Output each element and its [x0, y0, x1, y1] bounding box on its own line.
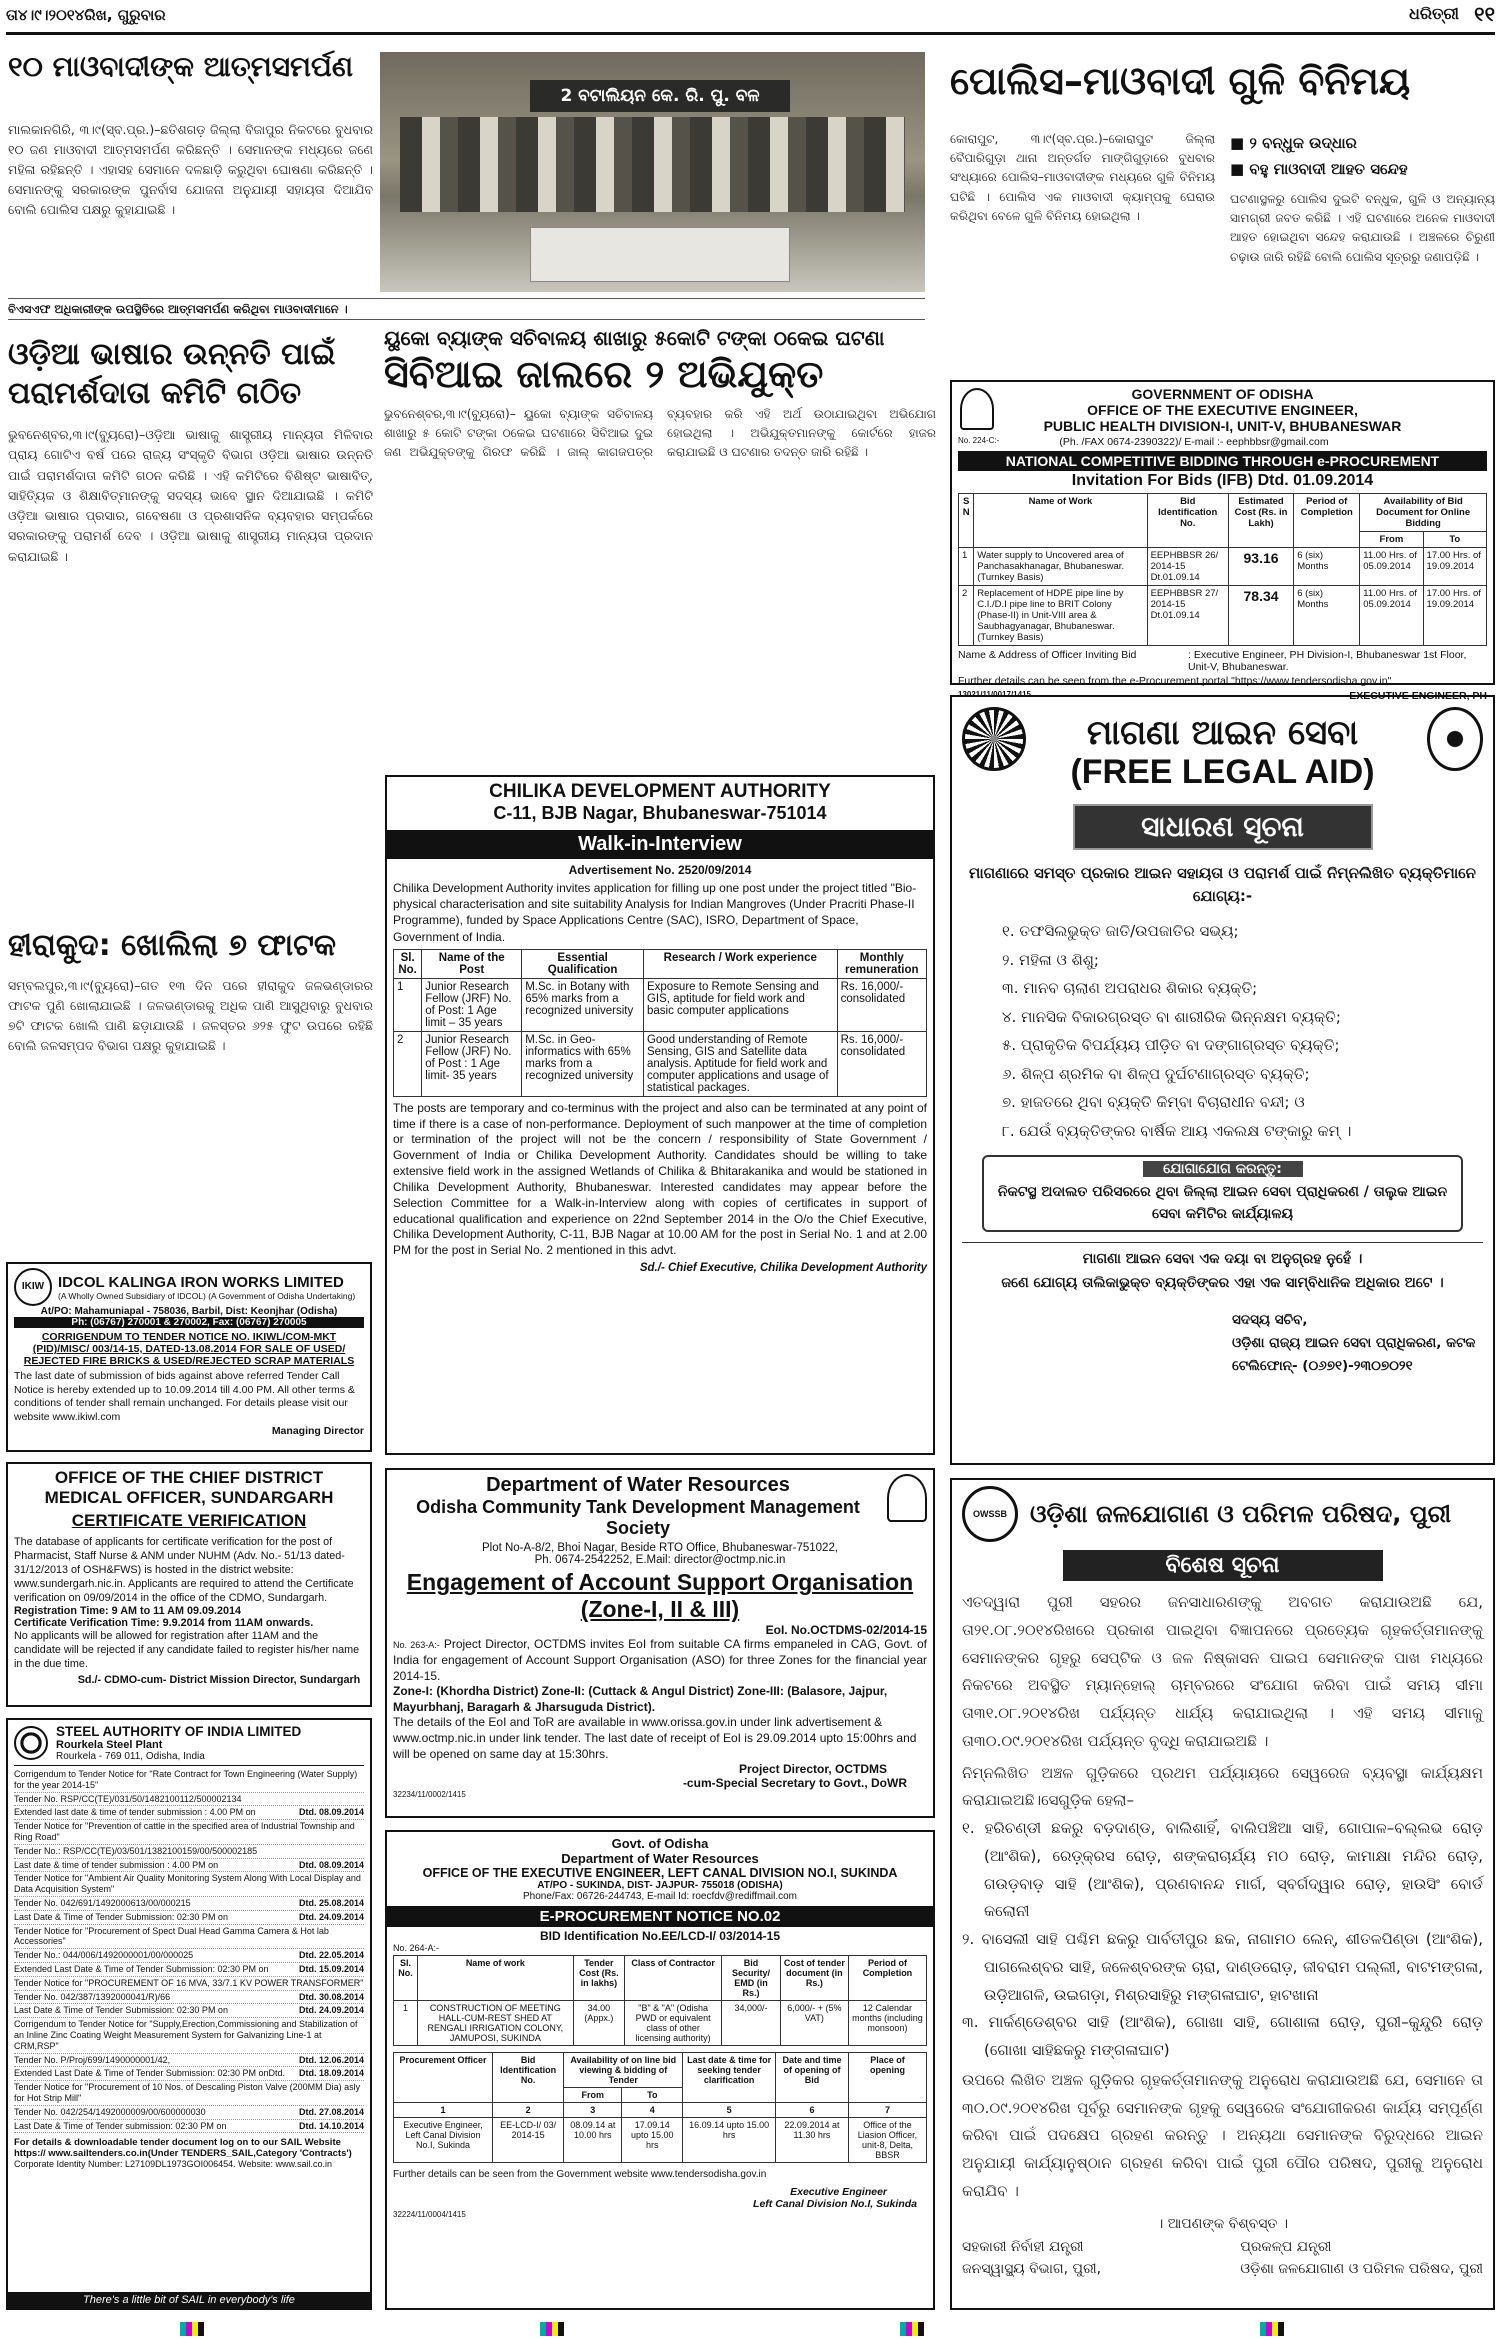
tender-list	[14, 1768, 364, 2133]
table-cell: Office of the Liasion Officer, unit-8, Delta, BBSR	[848, 2118, 926, 2163]
tender-row	[14, 1949, 364, 1963]
ad-sukinda	[385, 1830, 935, 2310]
column-number: 4	[622, 2103, 683, 2118]
ad-footer: For details & downloadable tender document log on to our SAIL Website https:// www.sailtenders.co.in(Under TENDERS_SAIL,Category 'Contracts')	[14, 2137, 352, 2160]
col-from: From	[564, 2088, 622, 2103]
ad-sign: Executive Engineer	[790, 2186, 887, 2198]
contact-label: ଯୋଗାଯୋଗ କରନ୍ତୁ:	[1143, 1161, 1303, 1177]
col-sn: S N	[959, 494, 974, 548]
col-bid-id: Bid Identification No.	[1147, 494, 1228, 548]
story-odia-committee	[8, 335, 373, 920]
column-number: 5	[683, 2103, 776, 2118]
ad-note: No applicants will be allowed for registration after 11AM and the candidate will be rejected if any candidate failed to register his/her name in the due time.	[14, 1629, 360, 1670]
list-item: ୫. ପ୍ରାକୃତିକ ବିପର୍ଯ୍ୟୟ ପୀଡ଼ିତ ବା ଦଙ୍ଗାଗ୍ରସ୍ତ ବ୍ୟକ୍ତି;	[1002, 1036, 1340, 1054]
tender-text: Tender No.: 044/006/1492000001/00/000025	[14, 1950, 194, 1961]
table-cell: M.Sc. in Geo-informatics with 65% marks from a recognized university	[522, 1031, 644, 1096]
notice-para2: ନିମ୍ନଲିଖିତ ଅଞ୍ଚଳ ଗୁଡ଼ିକରେ ପ୍ରଥମ ପର୍ଯ୍ୟାୟରେ ସେୱରେଜ ବ୍ୟବସ୍ଥା କାର୍ଯ୍ୟକ୍ଷମ କରାଯାଇଅଛି।ସେଗୁଡ଼ିକ ହେଲା–	[962, 1763, 1483, 1810]
list-item: ୬. ଶିଳ୍ପ ଶ୍ରମିକ ବା ଶିଳ୍ପ ଦୁର୍ଘଟଣାଗ୍ରସ୍ତ ବ୍ୟକ୍ତି;	[1002, 1064, 1310, 1083]
odisha-emblem-icon	[887, 1474, 927, 1522]
table-cell: Good understanding of Remote Sensing, GIS and Satellite data analysis. Aptitude for field work and computer applications and usage of statistical packages.	[643, 1031, 837, 1096]
ad-number: Advertisement No. 2520/09/2014	[568, 863, 752, 877]
ad-address: At/PO: Mahamuniapal - 758036, Barbil, Dist: Keonjhar (Odisha)	[40, 1306, 338, 1317]
tender-text: Last Date & Time of Tender Submission: 02:30 PM on	[14, 1911, 228, 1922]
ad-sign: Sd./- Chief Executive, Chilika Development Authority	[639, 1262, 927, 1275]
ad-phone: ଟେଲିଫୋନ୍- (୦୬୭୧)-୨୩୦୭୦୨୧	[1232, 1357, 1413, 1374]
table-header: Tender Cost (Rs. in lakhs)	[573, 1956, 625, 2001]
story-uco-bank	[384, 328, 936, 768]
schedule-table	[393, 2052, 927, 2163]
photo-caption: ବିଏସଏଫ ଅଧିକାରୀଙ୍କ ଉପସ୍ଥିତିରେ ଆତ୍ମସମର୍ପଣ କରିଥିବା ମାଓବାଦୀମାନେ ।	[8, 298, 925, 320]
table-cell: 6 (six) Months	[1294, 586, 1360, 646]
ad-corp: Corporate Identity Number: L27109DL1973GOI006454. Website: www.sail.co.in	[14, 2159, 333, 2170]
ad-sign: Sd./- CDMO-cum- District Mission Director, Sundargarh	[77, 1674, 361, 1687]
tender-date: Dtd. 08.09.2014	[298, 1859, 364, 1870]
ad-banner: Walk-in-Interview	[387, 830, 933, 859]
table-cell: 16.09.14 upto 15.00 hrs	[683, 2118, 776, 2163]
column-number: 7	[848, 2103, 926, 2118]
table-cell: Junior Research Fellow (JRF) No. of Post: 1 Age limit – 35 years	[422, 978, 522, 1031]
table-row	[394, 1031, 927, 1096]
table-header: Cost of tender document (in Rs.)	[780, 1956, 848, 2001]
contact-text: ନିକଟସ୍ଥ ଅଦାଲତ ପରିସରରେ ଥିବା ଜିଲ୍ଲା ଆଇନ ସେବା ପ୍ରାଧିକରଣ / ତାଲୁକ ଆଇନ ସେବା କମିଟିର କାର୍ଯ୍ୟାଳୟ	[997, 1184, 1448, 1223]
tender-text: Extended Last Date & Time of Tender Submission: 02:30 PM onDtd.	[14, 2068, 285, 2079]
legal-aid-logo	[962, 707, 1026, 771]
table-header: Class of Contractor	[625, 1956, 722, 2001]
table-header: Bid Security/ EMD (in Rs.)	[722, 1956, 781, 2001]
story-hirakud	[8, 930, 373, 1230]
tender-row	[14, 2018, 364, 2053]
ad-code: 13021/11/0017/1415	[958, 690, 1031, 699]
ad-text: The database of applicants for certificate verification for the post of Pharmacist, Staff Nurse & ANM under NUHM (Adv. No.- 51/13 dated-31/12/2013 of OSH&FWS) is hosted in the district website: www.sundergarh.nic.in. Applicants are required to attend the Certificate verification on 09/09/2014 in the office of the CDMO, Sundargarh.	[14, 1535, 354, 1604]
bullet-icon: ■	[1230, 134, 1250, 152]
table-row	[959, 586, 1487, 646]
column-number: 2	[493, 2103, 564, 2118]
table-cell: Executive Engineer, Left Canal Division No.I, Sukinda	[394, 2118, 493, 2163]
ad-banner: ବିଶେଷ ସୂଚନା	[1063, 1550, 1383, 1581]
ad-subtitle: Rourkela Steel Plant	[56, 1739, 163, 1751]
header-paper: ଧରିତ୍ରୀ	[1409, 4, 1459, 23]
ad-owssb	[950, 1478, 1495, 2310]
tender-row	[14, 1911, 364, 1925]
table-cell: 2	[959, 586, 974, 646]
tender-text: Tender No. 042/691/1492000613/00/000215	[14, 1897, 191, 1908]
ad-number: No. 263-A:-	[393, 1640, 440, 1651]
bid-table	[958, 493, 1487, 646]
table-cell: 1	[394, 2001, 418, 2046]
tender-text: Last date & time of tender submission : 4.00 PM on	[14, 1859, 219, 1870]
ad-code: 32224/11/0004/1415	[393, 2210, 466, 2219]
print-color-bar	[0, 2322, 1501, 2336]
zone-list: Zone-I: (Khordha District) Zone-II: (Cuttack & Angul District) Zone-III: (Balasore, Jajpur, Mayurbhanj, Baragarh & Jharsuguda District).	[393, 1684, 888, 1714]
tender-text: Tender No. RSP/CC(TE)/031/50/1482100112/500002134	[14, 1793, 242, 1804]
verification-time: Certificate Verification Time: 9.9.2014 from 11AM onwards.	[14, 1616, 314, 1629]
col-period: Period of Completion	[1294, 494, 1360, 548]
ad-title-en: (FREE LEGAL AID)	[1070, 753, 1375, 791]
ad-text: Project Director, OCTDMS invites EoI from suitable CA firms empaneled in CAG, Govt. of India for engagement of Account Support Organisation (ASO) for three Zones for the financial year 2014-15.	[393, 1637, 927, 1683]
table-cell: 93.16	[1228, 548, 1293, 586]
page-header	[6, 0, 1495, 30]
header-page: ୧୧	[1474, 2, 1495, 26]
news-photo	[380, 52, 925, 292]
table-cell: 34.00 (Appx.)	[573, 2001, 625, 2046]
tender-row	[14, 1806, 364, 1820]
table-header: Sl. No.	[394, 1956, 418, 2001]
col-from: From	[1360, 532, 1423, 548]
ad-line2: OFFICE OF THE EXECUTIVE ENGINEER,	[1087, 402, 1358, 418]
sail-logo	[14, 1726, 48, 1760]
story-body: ସମ୍ବଲପୁର,୩।୯(ବ୍ୟୁରୋ)–ଗତ ୧୩ ଦିନ ପରେ ହୀରାକୁଦ ଜଳଭଣ୍ଡାରର ଫାଟକ ପୁଣି ଖୋଲାଯାଇଛି । ଜଳଭଣ୍ଡାରକୁ ଅଧିକ ପାଣି ଆସୁଥିବାରୁ ବୁଧବାର ୭ଟି ଫାଟକ ଖୋଲି ପାଣି ଛଡ଼ାଯାଉଛି । ଜଳସ୍ତର ୬୨୫ ଫୁଟ ଉପରେ ରହିଛି ବୋଲି ଜଳସମ୍ପଦ ବିଭାଗ ପକ୍ଷରୁ କୁହାଯାଇଛି ।	[8, 977, 373, 1054]
tender-date: Dtd. 15.09.2014	[298, 1963, 364, 1974]
tender-date: Dtd. 27.08.2014	[298, 2106, 364, 2117]
table-header: Essential Qualification	[522, 949, 644, 978]
headline: ୧୦ ମାଓବାଦୀଙ୍କ ଆତ୍ମସମର୍ପଣ	[8, 50, 354, 83]
column-number: 6	[775, 2103, 848, 2118]
ad-subtitle: (A Wholly Owned Subsidiary of IDCOL) (A Government of Odisha Undertaking)	[58, 1290, 356, 1301]
story-surrender	[8, 40, 373, 320]
table-cell: 34,000/-	[722, 2001, 781, 2046]
headline: ଓଡ଼ିଆ ଭାଷାର ଉନ୍ନତି ପାଇଁ ପରାମର୍ଶଦାତା କମିଟି ଗଠିତ	[8, 337, 336, 411]
legal-line1: ମାଗଣା ଆଇନ ସେବା ଏକ ଦୟା ବା ଅନୁଗ୍ରହ ନୁହେଁ ।	[962, 1242, 1483, 1267]
bullet-text: ୨ ବନ୍ଧୁକ ଉଦ୍ଧାର	[1249, 134, 1357, 152]
tender-date: Dtd. 24.09.2014	[298, 1911, 364, 1922]
idcol-logo: IKIW	[14, 1268, 52, 1306]
list-item: ୮. ଯେଉଁ ବ୍ୟକ୍ତିଙ୍କର ବାର୍ଷିକ ଆୟ ଏକଲକ୍ଷ ଟଙ୍କାରୁ କମ୍ ।	[1002, 1121, 1352, 1140]
tender-row	[14, 1768, 364, 1793]
tender-row	[14, 1845, 364, 1859]
table-cell: Rs. 16,000/- consolidated	[837, 978, 926, 1031]
ad-number: No. 264-A:-	[393, 1943, 440, 1953]
ad-details: The details of the EoI and ToR are available in www.orissa.gov.in under link advertisement & www.octmp.nic.in under link tender. The last date of receipt of EoI is 29.09.2014 upto 15:00hrs and will be opened on same day at 15:30hrs.	[393, 1715, 917, 1761]
table-cell: "B" & "A" (Odisha PWD or equivalent class of other licensing authority)	[625, 2001, 722, 2046]
ad-chilika	[385, 775, 935, 1455]
headline: ହୀରାକୁଦ: ଖୋଲିଲା ୭ ଫାଟକ	[8, 928, 337, 963]
tender-text: Tender Notice for "Procurement of Spect Dual Head Gamma Camera & Hot lab Accessories"	[14, 1925, 329, 1947]
headline-main: ସିବିଆଇ ଜାଲରେ ୨ ଅଭିଯୁକ୍ତ	[384, 352, 824, 396]
ad-legal-aid	[950, 695, 1495, 1465]
tender-text: Extended Last Date & Time of Tender Submission: 02:30 PM on	[14, 1963, 269, 1974]
table-cell: 1	[959, 548, 974, 586]
tender-row	[14, 1793, 364, 1807]
ad-tagline: There's a little bit of SAIL in everybody's life	[8, 2292, 370, 2308]
ad-title: Department of Water Resources	[486, 1474, 790, 1496]
ad-line1: GOVERNMENT OF ODISHA	[1131, 386, 1314, 402]
list-item: ୩. ମାର୍କଣ୍ଡେଶ୍ବର ସାହି (ଆଂଶିକ), ଗୋଖା ସାହି, ଗୋଶାଳା ରୋଡ଼, ପୁରୀ–କୁନ୍ଦୁରି ରୋଡ଼ (ଗୋଖା ସାହିଛକରୁ ମଙ୍ଗଳାଘାଟ)	[962, 2013, 1483, 2059]
table-header: Research / Work experience	[643, 949, 837, 978]
tender-text: Tender Notice for "Procurement of 10 Nos. of Descaling Piston Valve (200MM Dia) asly for Hot Strip Mill"	[14, 2082, 361, 2103]
headline: ୟୁକୋ ବ୍ୟାଙ୍କ ସଚିବାଳୟ ଶାଖାରୁ ୫କୋଟି ଟଙ୍କା ଠକେଇ ଘଟଣା	[384, 326, 885, 350]
ad-address: Plot No-A-8/2, Bhoi Nagar, Beside RTO Office, Bhubaneswar-751022,	[481, 1542, 839, 1555]
tender-date: Dtd. 24.09.2014	[298, 2005, 364, 2016]
notice-para1: ଏତଦ୍ୱାରା ପୁରୀ ସହରର ଜନସାଧାରଣଙ୍କୁ ଅବଗତ କରାଯାଉଅଛି ଯେ, ତା୨୧.୦୮.୨୦୧୪ରିଖରେ ପ୍ରକାଶ ପାଇଥିବା ବିଜ୍ଞାପନରେ ପ୍ରତ୍ୟେକ ଗୃହକର୍ତ୍ତାମାନଙ୍କୁ ସେମାନଙ୍କର ଗୃହରୁ ସେପ୍‌ଟିକ ଓ ଜଳ ନିଷ୍କାସନ ପାଇପ ସେମାନଙ୍କ ପାଖ ମଧ୍ୟରେ ନିକଟରେ ଅବସ୍ଥିତ ମ୍ୟାନ୍‌ହୋଲ୍ ଚାମ୍ବରରେ ସଂଯୋଗ କରିବା ପାଇଁ ସମୟ ସୀମା ତା୩୧.୦୮.୨୦୧୪ରିଖ ପର୍ଯ୍ୟନ୍ତ ଧାର୍ଯ୍ୟ କରାଯାଇଥିଲା । ଏହି ସମୟ ସୀମାକୁ ତା୩୦.୦୯.୨୦୧୪ରିଖ ପର୍ଯ୍ୟନ୍ତ ବୃଦ୍ଧି କରାଯାଇଅଛି ।	[962, 1593, 1483, 1750]
tender-row	[14, 1925, 364, 1950]
list-item: ୨. ମହିଳା ଓ ଶିଶୁ;	[1002, 950, 1099, 969]
tender-row	[14, 2106, 364, 2120]
photo-people	[400, 117, 905, 212]
table-cell: Junior Research Fellow (JRF) No. of Post : 1 Age limit- 35 years	[422, 1031, 522, 1096]
col-bid-id: Bid Identification No.	[493, 2053, 564, 2103]
table-header: Name of work	[418, 1956, 574, 2001]
photo-table	[530, 227, 790, 282]
tender-row	[14, 2067, 364, 2081]
table-cell: 17.00 Hrs. of 19.09.2014	[1423, 586, 1486, 646]
ad-further: Further details can be seen from the e-Procurement portal "https://www.tendersodisha.gov.in"	[958, 675, 1392, 687]
tender-text: Corrigendum to Tender Notice for "Supply,Erection,Commissioning and Stabilization of an Inline Zinc Coating Weight Measurement System for Galvanizing Line-1 at CRM,RSP"	[14, 2019, 358, 2051]
story-body: ମାଲକାନଗିରି, ୩।୯(ସ୍ବ.ପ୍ର.)–ଛତିଶଗଡ଼ ଜିଲ୍ଲା ବିଜାପୁର ନିକଟରେ ବୁଧବାର ୧୦ ଜଣ ମାଓବାଦୀ ଆତ୍ମସମର୍ପଣ କରିଛନ୍ତି । ସେମାନଙ୍କ ମଧ୍ୟରେ ଜଣେ ମହିଳା ରହିଛନ୍ତି । ଏହାସହ ସେମାନେ ଦଳଛାଡ଼ି କରୁଥିବା ଘୋଷଣା କରିଛନ୍ତି । ସେମାନଙ୍କୁ ସରକାରଙ୍କ ପୁନର୍ବାସ ଯୋଜନା ଅନୁଯାୟୀ ସହାୟତା ଦିଆଯିବ ବୋଲି ପୋଲିସ ପକ୍ଷରୁ କୁହାଯାଇଛି ।	[8, 122, 373, 217]
tender-row	[14, 2054, 364, 2068]
table-row	[959, 548, 1487, 586]
header-date: ତା୪।୯।୨୦୧୪ରିଖ, ଗୁରୁବାର	[6, 6, 166, 24]
ad-phone: (Ph. /FAX 0674-2390322)/ E-mail :- eephbbsr@gmail.com	[1059, 436, 1329, 448]
ad-octdms	[385, 1468, 935, 1818]
table-cell: EE-LCD-I/ 03/ 2014-15	[493, 2118, 564, 2163]
ad-text: The posts are temporary and co-terminus with the project and also can be terminated at any point of time if there is a case of non-performance. Deployment of such manpower at the time of completion or termination of the project will not be the concern / responsibility of State Government / Government of India or Chilika Development Authority. Candidates should be willing to take extensive field work in the assigned Wetlands of Chilika & Bhitarakanika and would be stationed in Chilika Development Authority, Bhubaneswar. Interested candidates may appear before the Selection Committee for a Walk-in-Interview along with copies of certificates in support of educational qualification and experience on 22nd September 2014 in the O/o the Chief Executive, Chilika Development Authority, C-11, BJB Nagar at 10.00 AM for the post in Serial No. 1 and at 2.00 PM for the post in Serial No. 2 mentioned in this advt.	[393, 1100, 927, 1258]
odisha-emblem-icon	[1427, 707, 1483, 771]
tender-date: Dtd. 22.05.2014	[298, 1950, 364, 1961]
table-cell: 08.09.14 at 10.00 hrs	[564, 2118, 622, 2163]
table-cell: 78.34	[1228, 586, 1293, 646]
ad-cdmo	[6, 1462, 372, 1707]
legal-line2: ଜଣେ ଯୋଗ୍ୟ ତାଲିକାଭୁକ୍ତ ବ୍ୟକ୍ତିଙ୍କର ଏହା ଏକ ସାମ୍ବିଧାନିକ ଅଧିକାର ଅଟେ ।	[1001, 1274, 1444, 1291]
story-body: ଭୁବନେଶ୍ବର,୩।୯(ବ୍ୟୁରୋ)– ୟୁକୋ ବ୍ୟାଙ୍କ ସଚିବାଳୟ ଶାଖାରୁ ୫ କୋଟି ଟଙ୍କା ଠକେଇ ଘଟଣାରେ ସିବିଆଇ ଦୁଇ ଜଣ ଅଭିଯୁକ୍ତଙ୍କୁ ଗିରଫ କରିଛି । ଜାଲ୍ କାଗଜପତ୍ର ବ୍ୟବହାର କରି ଏହି ଅର୍ଥ ଉଠାଯାଇଥିବା ଅଭିଯୋଗ ହୋଇଥିଲା । ଅଭିଯୁକ୍ତମାନଙ୍କୁ କୋର୍ଟରେ ହାଜର କରାଯାଇଛି ଓ ଘଟଣାର ତଦନ୍ତ ଜାରି ରହିଛି ।	[384, 406, 936, 460]
owssb-logo: OWSSB	[962, 1486, 1018, 1542]
bullet-icon: ■	[1230, 160, 1250, 178]
ad-banner: NATIONAL COMPETITIVE BIDDING THROUGH e-PROCUREMENT	[958, 451, 1487, 471]
tender-row	[14, 1897, 364, 1911]
story-firing	[950, 40, 1495, 375]
tender-text: Tender Notice for "PROCUREMENT OF 16 MVA, 33/7.1 KV POWER TRANSFORMER"	[14, 1977, 364, 1988]
ad-sign: Managing Director	[271, 1424, 364, 1437]
column-number: 1	[394, 2103, 493, 2118]
list-item: ୭. ହାଜତରେ ଥିବା ବ୍ୟକ୍ତି କିମ୍ବା ବିଚାରାଧୀନ ବନ୍ଦୀ; ଓ	[1002, 1093, 1305, 1111]
table-cell: Rs. 16,000/- consolidated	[837, 1031, 926, 1096]
ad-line2: Department of Water Resources	[561, 1851, 759, 1866]
column-number: 3	[564, 2103, 622, 2118]
table-cell: Exposure to Remote Sensing and GIS, aptitude for field work and basic computer applications	[643, 978, 837, 1031]
bullet-text: ବହୁ ମାଓବାଦୀ ଆହତ ସନ୍ଦେହ	[1249, 160, 1408, 178]
col-to: To	[622, 2088, 683, 2103]
tender-row	[14, 1820, 364, 1845]
table-cell: EEPHBBSR 27/ 2014-15 Dt.01.09.14	[1147, 586, 1228, 646]
photo-caption-banner: 2 ବଟାଲିୟନ କେ. ରି. ପୁ. ବଳ	[530, 80, 790, 112]
table-cell: Replacement of HDPE pipe line by C.I./D.I pipe line to BRIT Colony (Phase-II) in Unit-VIII area & Saubhagyanagar, Bhubaneswar. (Turnkey Basis)	[974, 586, 1147, 646]
officer-address: : Executive Engineer, PH Division-I, Bhubaneswar 1st Floor, Unit-V, Bhubaneswar.	[1188, 649, 1467, 673]
col-availability: Availability of Bid Document for Online Bidding	[1360, 494, 1487, 532]
ad-sign: Project Director, OCTDMS	[738, 1762, 887, 1777]
ad-address: Rourkela - 769 011, Odisha, India	[56, 1751, 205, 1762]
table-row	[394, 978, 927, 1031]
table-cell: CONSTRUCTION OF MEETING HALL-CUM-REST SHED AT RENGALI IRRIGATION COLONY, JAMUPOSI, SUKINDA	[418, 2001, 574, 2046]
tender-row	[14, 1859, 364, 1873]
tender-text: Corrigendum to Tender Notice for "Rate Contract for Town Engineering (Water Supply) for the year 2014-15"	[14, 1769, 358, 1790]
table-cell: 17.09.14 upto 15.00 hrs	[622, 2118, 683, 2163]
table-cell: 12 Calendar months (including monsoon)	[848, 2001, 926, 2046]
sign-left-2: ଜନସ୍ୱାସ୍ଥ୍ୟ ବିଭାଗ, ପୁରୀ,	[962, 2260, 1102, 2277]
ad-subtitle: Odisha Community Tank Development Management Society	[416, 1497, 860, 1538]
ad-number: No. 224-C:-	[958, 436, 1000, 445]
registration-time: Registration Time: 9 AM to 11 AM 09.09.2014	[14, 1604, 242, 1617]
ad-banner: ସାଧାରଣ ସୂଚନା	[1073, 804, 1373, 850]
bullet-guns	[1230, 134, 1495, 152]
story-body: ଭୁବନେଶ୍ବର,୩।୯(ବ୍ୟୁରୋ)–ଓଡ଼ିଆ ଭାଷାକୁ ଶାସ୍ତ୍ରୀୟ ମାନ୍ୟତା ମିଳିବାର ପ୍ରାୟ ଗୋଟିଏ ବର୍ଷ ପରେ ରାଜ୍ୟ ସଂସ୍କୃତି ବିଭାଗ ଓଡ଼ିଆ ଭାଷାର ଉନ୍ନତି ପାଇଁ ପରାମର୍ଶଦାତା କମିଟି ଗଠନ କରିଛି । ଏହି କମିଟିରେ ବିଶିଷ୍ଟ ଭାଷାବିତ୍, ସାହିତ୍ୟିକ ଓ ଶିକ୍ଷାବିତ୍‌ମାନଙ୍କୁ ସଦସ୍ୟ ଭାବେ ସ୍ଥାନ ଦିଆଯାଇଛି । କମିଟି ଓଡ଼ିଆ ଭାଷାର ପ୍ରସାର, ଗବେଷଣା ଓ ପ୍ରଶାସନିକ ବ୍ୟବହାର ସମ୍ପର୍କରେ ସରକାରଙ୍କୁ ପରାମର୍ଶ ଦେବ । ଓଡ଼ିଆ ଭାଷାକୁ ଶାସ୍ତ୍ରୀୟ ମାନ୍ୟତା ପ୍ରଦାନ କରାଯାଇଛି ।	[8, 427, 373, 564]
bullet-injured	[1230, 160, 1495, 178]
ad-subtitle: CERTIFICATE VERIFICATION	[71, 1510, 307, 1530]
table-cell: 11.00 Hrs. of 05.09.2014	[1360, 548, 1423, 586]
list-item: ୪. ମାନସିକ ବିକାରଗ୍ରସ୍ତ ବା ଶାରୀରିକ ଭିନ୍ନକ୍ଷମ ବ୍ୟକ୍ତି;	[1002, 1007, 1341, 1026]
table-cell: EEPHBBSR 26/ 2014-15 Dt.01.09.14	[1147, 548, 1228, 586]
ad-line5: Phone/Fax: 06726-244743, E-mail Id: roecfdv@rediffmail.com	[523, 1891, 797, 1902]
col-work: Name of Work	[974, 494, 1147, 548]
col-place: Place of opening	[848, 2053, 926, 2103]
story-body-2: ଘଟଣାସ୍ଥଳରୁ ପୋଲିସ ଦୁଇଟି ବନ୍ଧୁକ, ଗୁଳି ଓ ଅନ୍ୟାନ୍ୟ ସାମଗ୍ରୀ ଜବତ କରିଛି । ଏହି ଘଟଣାରେ ଅନେକ ମାଓବାଦୀ ଆହତ ହୋଇଥିବା ସନ୍ଦେହ କରାଯାଉଛି । ଅଞ୍ଚଳରେ ଚିରୁଣୀ ଚଢ଼ାଉ ଜାରି ରହିଛି ବୋଲି ପୋଲିସ ସୂତ୍ରରୁ ଜଣାପଡ଼ିଛି ।	[1230, 192, 1495, 264]
ad-phone: Ph. 0674-2542252, E.Mail: director@octmp.nic.in	[534, 1554, 786, 1567]
list-item: ୩. ମାନବ ଚାଲାଣ ଅପରାଧର ଶିକାର ବ୍ୟକ୍ତି;	[1002, 979, 1258, 997]
tender-text: Tender Notice for "Prevention of cattle in the specified area of Industrial Township and Ring Road"	[14, 1821, 355, 1842]
tender-text: Tender No. 042/254/1492000009/00/600000030	[14, 2106, 206, 2117]
ad-title: IDCOL KALINGA IRON WORKS LIMITED	[58, 1273, 344, 1291]
tender-text: Last Date & Time of Tender submission: 02:30 PM on	[14, 2120, 227, 2131]
tender-text: Extended last date & time of tender submission : 4.00 PM on	[14, 1807, 256, 1818]
ad-corrigendum: CORRIGENDUM TO TENDER NOTICE NO. IKIWL/COM-MKT (PID)/MISC/ 003/14-15, DATED-13.08.2014 FOR SALE OF USED/ REJECTED FIRE BRICKS & USED/REJECTED SCRAP MATERIALS	[23, 1331, 355, 1367]
table-cell: 17.00 Hrs. of 19.09.2014	[1423, 548, 1486, 586]
notice-para3: ଉପରେ ଲିଖିତ ଅଞ୍ଚଳ ଗୁଡ଼ିକର ଗୃହକର୍ତ୍ତାମାନଙ୍କୁ ଅନୁରୋଧ କରାଯାଉଅଛି ଯେ, ସେମାନେ ତା ୩୦.୦୯.୨୦୧୪ରିଖ ପୂର୍ବରୁ ସେମାନଙ୍କ ଗୃହକୁ ସେୱରେଜ ସଂଯୋଗୀକରଣ କାର୍ଯ୍ୟ ସମ୍ପୂର୍ଣ୍ଣ କରିବା ପାଇଁ ପଦକ୍ଷେପ ଗ୍ରହଣ କରନ୍ତୁ । ଅନ୍ୟଥା ସେମାନଙ୍କ ବିରୁଦ୍ଧରେ ଆଇନ ଅନୁଯାୟୀ କାର୍ଯ୍ୟାନୁଷ୍ଠାନ ଗ୍ରହଣ କରିବା ପାଇଁ ପୁରୀ ପୌର ପରିଷଦ, ପୁରୀକୁ ଅନୁରୋଧ କରାଯିବ ।	[962, 2070, 1483, 2200]
ad-intro: ମାଗଣାରେ ସମସ୍ତ ପ୍ରକାର ଆଇନ ସହାୟତା ଓ ପରାମର୍ଶ ପାଇଁ ନିମ୍ନଲିଖିତ ବ୍ୟକ୍ତିମାନେ ଯୋଗ୍ୟ:-	[968, 864, 1477, 905]
post-table	[393, 949, 927, 1097]
ad-headline: Engagement of Account Support Organisation	[406, 1569, 914, 1596]
ad-sign: EXECUTIVE ENGINEER, PH	[1349, 690, 1487, 702]
tender-row	[14, 2004, 364, 2018]
headline: ପୋଲିସ–ମାଓବାଦୀ ଗୁଳି ବିନିମୟ	[950, 59, 1411, 103]
tender-text: Tender No. 042/387/1392000041/R)/66	[14, 1991, 171, 2002]
col-cost: Estimated Cost (Rs. in Lakh)	[1228, 494, 1293, 548]
ad-intro: Chilika Development Authority invites application for filling up one post under the project titled "Bio-physical characterisation and site suitability Analysis for Indian Mangroves (Under Pracriti Phase-II Programme), funded by Space Applications Centre (SAC), ISRO, Department of Space, Government of India.	[393, 881, 917, 944]
table-cell: 6,000/- + (5% VAT)	[780, 2001, 848, 2046]
tender-date: Dtd. 30.08.2014	[298, 1991, 364, 2002]
ad-sign-2: -cum-Special Secretary to Govt., DoWR	[682, 1776, 907, 1791]
tender-date: Dtd. 14.10.2014	[298, 2120, 364, 2131]
ad-title: ମାଗଣା ଆଇନ ସେବା	[1086, 713, 1359, 753]
ad-phone: Ph: (06767) 270001 & 270002, Fax: (06767) 270005	[14, 1317, 364, 1328]
ad-line3: PUBLIC HEALTH DIVISION-I, UNIT-V, BHUBANESWAR	[1043, 418, 1402, 434]
sign-left: ସହକାରୀ ନିର୍ବାହୀ ଯନ୍ତ୍ରୀ	[962, 2238, 1084, 2255]
table-cell: Water supply to Uncovered area of Panchasakhanagar, Bhubaneswar. (Turnkey Basis)	[974, 548, 1147, 586]
ad-line4: AT/PO - SUKINDA, DIST- JAJPUR- 755018 (ODISHA)	[537, 1880, 783, 1891]
ad-public-health	[950, 380, 1495, 702]
table-cell: 6 (six) Months	[1294, 548, 1360, 586]
col-opening: Date and time of opening of Bid	[775, 2053, 848, 2103]
ad-sign-2: ଓଡ଼ିଶା ରାଜ୍ୟ ଆଇନ ସେବା ପ୍ରାଧିକରଣ, କଟକ	[1232, 1334, 1476, 1351]
eligibility-list	[1002, 917, 1483, 1145]
list-item: ୧. ତଫସିଲଭୁକ୍ତ ଜାତି/ଉପଜାତିର ସଭ୍ୟ;	[1002, 922, 1239, 940]
ad-text: The last date of submission of bids against above referred Tender Call Notice is hereby extended up to 10.09.2014 till 4.00 PM. All other terms & conditions of tender shall remain unchanged. For details please visit our website www.ikiwl.com	[14, 1370, 355, 1423]
ad-banner: E-PROCUREMENT NOTICE NO.02	[387, 1906, 933, 1927]
officer-label: Name & Address of Officer Inviting Bid	[958, 649, 1137, 661]
tender-text: Last Date & Time of Tender Submission: 02:30 PM on	[14, 2005, 228, 2016]
tender-text: Tender No.: RSP/CC(TE)/03/501/1382100159/00/500002185	[14, 1845, 258, 1856]
list-item: ୨. ବାସେଲୀ ସାହି ପଶ୍ଚିମ ଛକରୁ ପାର୍ବତୀପୁର ଛକ, ନାଗାମଠ ଲେନ୍, ଶୀତଳପିଣ୍ଡା (ଆଂଶିକ), ପାଗଲେଶ୍ବର ସାହି, ଜଳେଶ୍ବରଙ୍କ ଚାରା, ଦାଣ୍ଡରୋଡ଼, ଜୀବରାମ ପଲ୍ଲୀ, ବାଟମଙ୍ଗଳା, ଉଡ଼ିଆଗଳି, ଉଇଗଡ଼ା, ମିଶ୍ରସାହିରୁ ମଙ୍ଗଳାଘାଟ, ହାଟଖାନା	[962, 1930, 1483, 2004]
area-list	[962, 1815, 1483, 2065]
sign-right-2: ଓଡ଼ିଶା ଜଳଯୋଗାଣ ଓ ପରିମଳ ପରିଷଦ, ପୁରୀ	[1240, 2260, 1483, 2277]
col-clarification: Last date & time for seeking tender clarification	[683, 2053, 776, 2103]
ad-zones: (Zone-I, II & III)	[580, 1596, 740, 1623]
table-cell: 1	[394, 978, 422, 1031]
work-table	[393, 1955, 927, 2046]
tender-row	[14, 2120, 364, 2134]
ad-title: CHILIKA DEVELOPMENT AUTHORITY	[489, 781, 831, 802]
eoi-number: EoI. No.OCTDMS-02/2014-15	[765, 1623, 927, 1638]
story-body: କୋରାପୁଟ, ୩।୯(ସ୍ବ.ପ୍ର.)–କୋରାପୁଟ ଜିଲ୍ଲା ବୈପାରିଗୁଡ଼ା ଥାନା ଅନ୍ତର୍ଗତ ମାଙ୍ଗିଗୁଡ଼ାରେ ବୁଧବାର ସଂଧ୍ୟାରେ ପୋଲିସ–ମାଓବାଦୀଙ୍କ ମଧ୍ୟରେ ଗୁଳି ବିନିମୟ ଘଟିଛି । ପୋଲିସ ଏକ ମାଓବାଦୀ କ୍ୟାମ୍ପକୁ ଘେରାଉ କରିଥିବା ବେଳେ ଗୁଳି ବିନିମୟ ହୋଇଥିଲା ।	[950, 132, 1215, 223]
table-cell: 11.00 Hrs. of 05.09.2014	[1360, 586, 1423, 646]
ad-sail	[6, 1718, 372, 2310]
ad-title: OFFICE OF THE CHIEF DISTRICT MEDICAL OFFICER, SUNDARGARH	[44, 1468, 334, 1508]
ad-address: C-11, BJB Nagar, Bhubaneswar-751014	[493, 803, 827, 823]
tender-text: Tender No. P/Proj/699/1490000001/42,	[14, 2054, 171, 2065]
table-header: Name of the Post	[422, 949, 522, 978]
col-availability: Availability of on line bid viewing & bidding of Tender	[564, 2053, 683, 2088]
ad-idcol	[6, 1262, 372, 1452]
table-header: Monthly remuneration	[837, 949, 926, 978]
ad-code: 32234/11/0002/1415	[393, 1790, 466, 1800]
odisha-emblem-icon	[960, 388, 994, 430]
ad-details: Further details can be seen from the Government website www.tendersodisha.gov.in	[393, 2169, 767, 2180]
table-cell: 22.09.2014 at 11.30 hrs	[775, 2118, 848, 2163]
ad-title: STEEL AUTHORITY OF INDIA LIMITED	[56, 1724, 302, 1739]
tender-text: Tender Notice for "Ambient Air Quality Monitoring System Along With Local Display and Data Acquisition System"	[14, 1873, 361, 1895]
table-cell: M.Sc. in Botany with 65% marks from a recognized university	[522, 978, 644, 1031]
tender-row	[14, 1977, 364, 1991]
ad-sign-2: Left Canal Division No.I, Sukinda	[753, 2198, 917, 2210]
ad-line3: OFFICE OF THE EXECUTIVE ENGINEER, LEFT CANAL DIVISION NO.I, SUKINDA	[422, 1866, 898, 1880]
closing: । ଆପଣଙ୍କ ବିଶ୍ବସ୍ତ ।	[1156, 2215, 1289, 2232]
tender-row	[14, 2081, 364, 2106]
tender-row	[14, 1872, 364, 1897]
tender-date: Dtd. 12.06.2014	[298, 2054, 364, 2065]
tender-date: Dtd. 08.09.2014	[298, 1807, 364, 1818]
table-cell: 2	[394, 1031, 422, 1096]
tender-date: Dtd. 18.09.2014	[298, 2068, 364, 2079]
sign-right: ପ୍ରକଳ୍ପ ଯନ୍ତ୍ରୀ	[1240, 2238, 1332, 2255]
col-officer: Procurement Officer	[394, 2053, 493, 2103]
col-to: To	[1423, 532, 1486, 548]
tender-date: Dtd. 25.08.2014	[298, 1897, 364, 1908]
contact-box	[982, 1155, 1463, 1232]
ad-line1: Govt. of Odisha	[611, 1836, 709, 1851]
header-rule	[6, 32, 1495, 35]
tender-row	[14, 1991, 364, 2005]
tender-row	[14, 1963, 364, 1977]
ad-title: ଓଡ଼ିଶା ଜଳଯୋଗାଣ ଓ ପରିମଳ ପରିଷଦ, ପୁରୀ	[1030, 1500, 1452, 1528]
bid-id: BID Identification No.EE/LCD-I/ 03/2014-15	[539, 1929, 781, 1943]
ad-ifb: Invitation For Bids (IFB) Dtd. 01.09.2014	[1071, 472, 1374, 489]
list-item: ୧. ହରିଚଣ୍ଡୀ ଛକରୁ ବଡ଼ଦାଣ୍ଡ, ବାଲିଶାହିଁ, ବାଲିପଞ୍ଚିଆ ସାହି, ଗୋପାଳ–ବଲ୍ଲଭ ରୋଡ଼ (ଆଂଶିକ), ରେଡ଼୍‌କ୍ରସ ରୋଡ଼, ଶଙ୍କରାଚାର୍ଯ୍ୟ ମଠ ରୋଡ଼, କାମାକ୍ଷା ମନ୍ଦିର ରୋଡ଼, ଗଉଡ଼ବାଡ଼ ସାହି (ଆଂଶିକ), ପ୍ରଣବାନନ୍ଦ ମାର୍ଗ, ସ୍ବର୍ଗଦ୍ୱାର ରୋଡ଼, ହାଉସିଂ ବୋର୍ଡ କଲୋନୀ	[962, 1819, 1483, 1921]
ad-sign: ସଦସ୍ୟ ସଚିବ,	[1232, 1311, 1308, 1328]
table-header: Sl. No.	[394, 949, 422, 978]
table-header: Period of Completion	[848, 1956, 926, 2001]
